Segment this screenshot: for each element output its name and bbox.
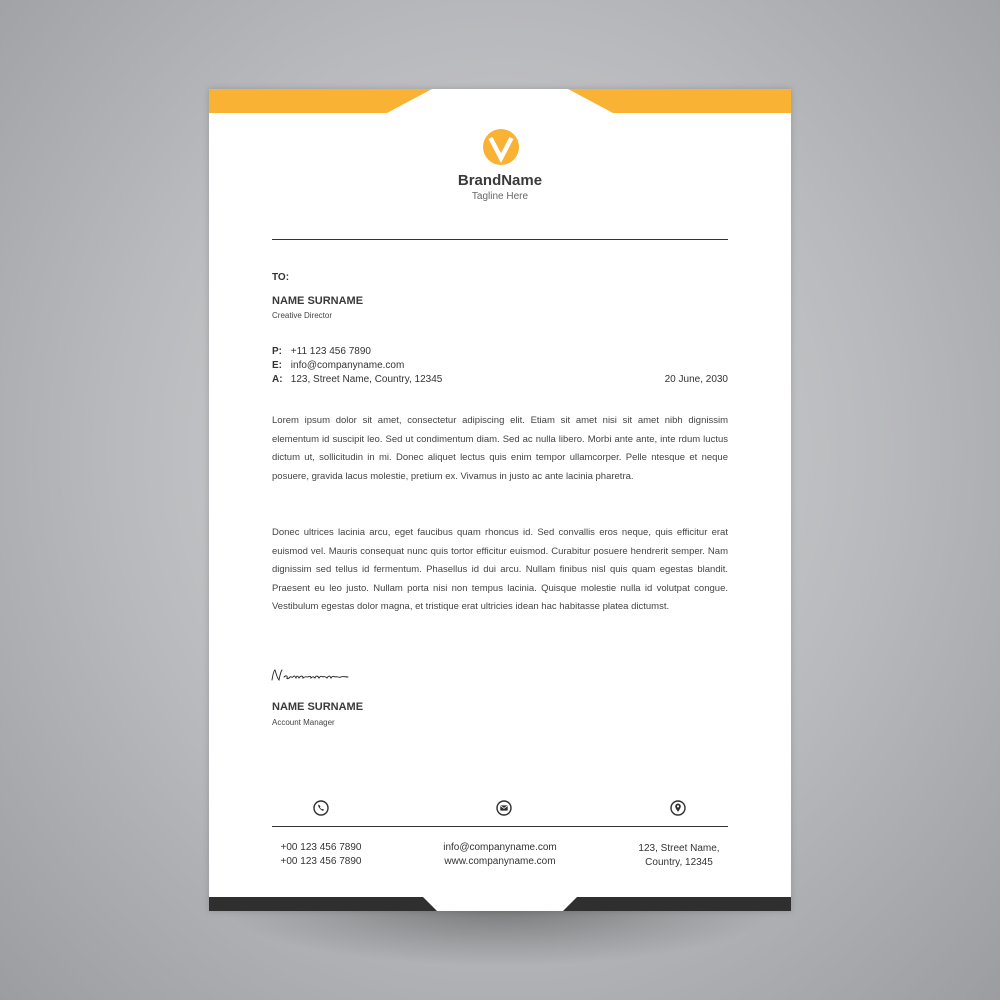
signature [270,667,352,683]
sender-name: NAME SURNAME [272,701,364,713]
header-divider [272,239,728,240]
contact-address [272,374,442,385]
bottom-accent-band [209,897,791,911]
recipient-name: NAME SURNAME [272,295,364,307]
footer-email: info@companyname.com [443,842,557,853]
page-shadow [225,905,775,965]
recipient-title: Creative Director [272,311,333,320]
top-accent-band [209,89,791,119]
address-label: A: [272,374,283,385]
contact-email [272,360,404,371]
footer-address-1: 123, Street Name, [638,843,720,854]
contact-phone [272,346,371,357]
footer-address-2: Country, 12345 [645,857,713,868]
footer-address-block [627,842,731,870]
phone-label: P: [272,346,282,357]
letterhead-page [209,89,791,911]
phone-icon [313,800,329,816]
to-label: TO: [272,272,290,283]
location-pin-icon [670,800,686,816]
phone-value: +11 123 456 7890 [290,346,371,357]
address-value: 123, Street Name, Country, 12345 [290,374,443,385]
body-paragraph-2: Donec ultrices lacinia arcu, eget faucibus quam rhoncus id. Sed convallis eros neque, quis efficitur erat euismod vel. Mauris consequat nunc quis tortor efficitur euismod. Curabitur posuere hendrerit semper. Nam dignissim sed tellus id fermentum. Phasellus id dui arcu. Nullam finibus nisl quis quam egestas blandit. Praesent eu leo justo. Nullam porta nisi non tempus lacinia. Quisque molestie nulla id volutpat congue. Vestibulum egestas dolor magna, et tristique erat ultricies idean hac habitasse platea dictumst. [272,527,728,613]
sender-title: Account Manager [272,718,335,727]
footer-divider [272,826,728,827]
email-value: info@companyname.com [290,360,405,371]
footer-website: www.companyname.com [444,856,556,867]
brand-tagline: Tagline Here [471,191,529,202]
footer-phone-2: +00 123 456 7890 [280,856,362,867]
footer-phone-block [271,841,371,869]
footer-phone-1: +00 123 456 7890 [280,842,362,853]
letter-date: 20 June, 2030 [664,374,728,385]
email-icon [496,800,512,816]
brand-logo-icon [483,129,519,165]
email-label: E: [272,360,282,371]
body-paragraph-1: Lorem ipsum dolor sit amet, consectetur adipiscing elit. Etiam sit amet nisi sit amet nibh dignissim elementum id suscipit leo. Sed ut condimentum diam. Sed ac nulla libero. Morbi ante ante, inte rdum luctus dictum ut, sollicitudin in mi. Donec aliquet lectus quis enim tempor ullamcorper. Pelle ntesque et neque posuere, gravida lacus molestie, pretium ex. Vivamus in justo ac ante lacinia pharetra. [272,415,728,482]
brand-name: BrandName [457,172,543,189]
footer-web-block [430,841,570,869]
